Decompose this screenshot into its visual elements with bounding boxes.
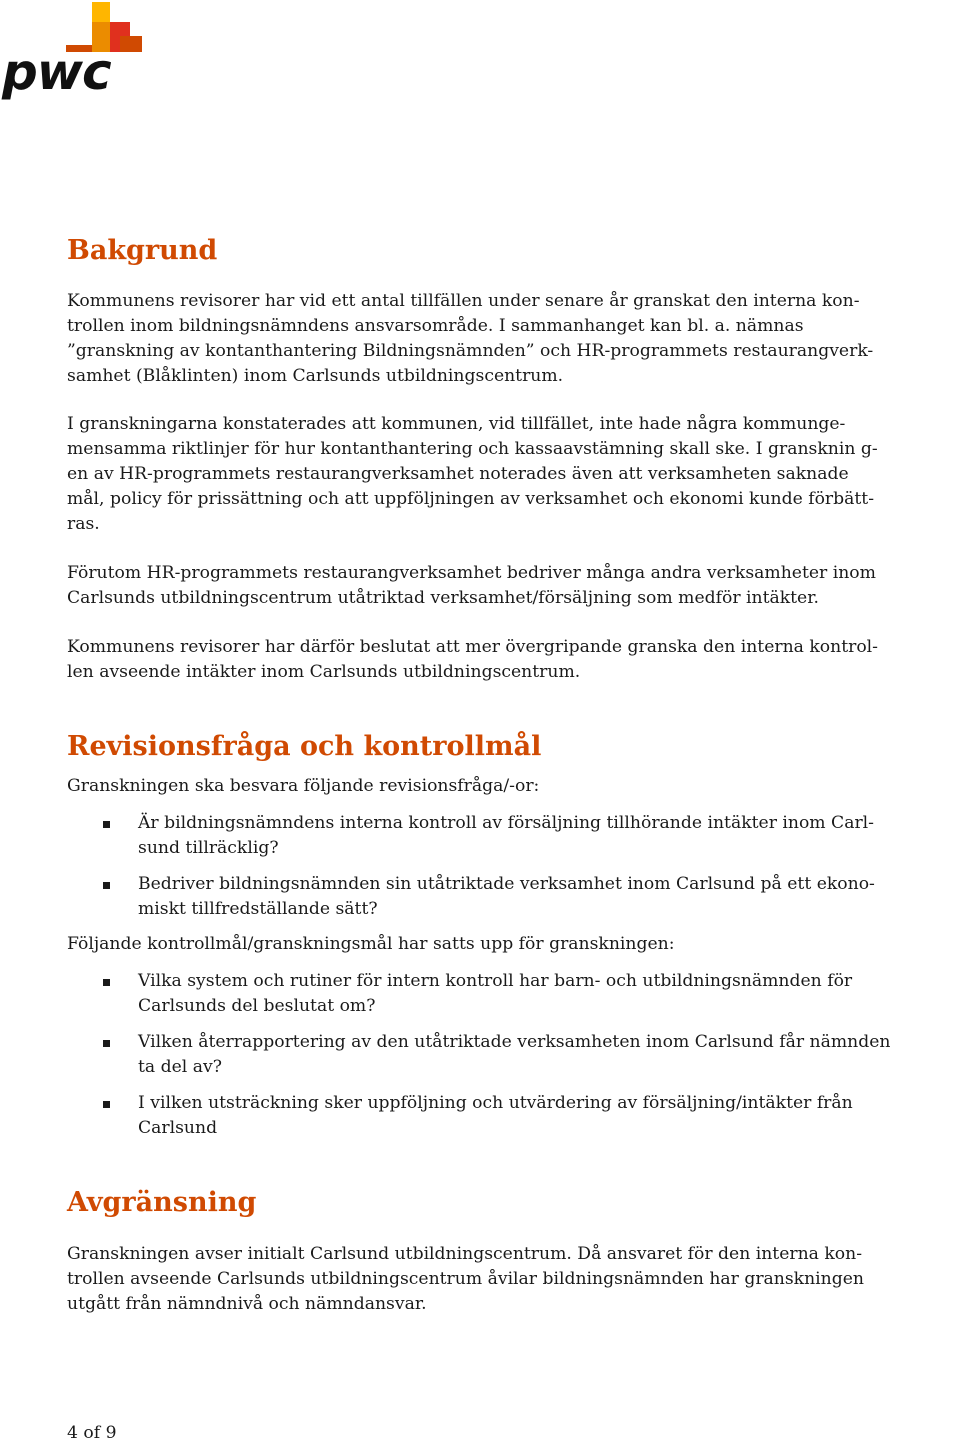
text-line: ta del av? xyxy=(138,1057,222,1077)
text-line: sund tillräcklig? xyxy=(138,838,279,858)
text-line: Granskningen ska besvara följande revisionsfråga/-or: xyxy=(67,776,540,796)
text-line: mål, policy för prissättning och att uppföljningen av verksamhet och ekonomi kunde förbätt- xyxy=(67,489,875,509)
text-line: ras. xyxy=(67,514,100,534)
square-bullet-icon xyxy=(103,821,110,828)
pwc-logo xyxy=(0,0,150,120)
text-line: miskt tillfredställande sätt? xyxy=(138,899,378,919)
bakgrund-paragraph-3 xyxy=(67,561,957,611)
text-line: I vilken utsträckning sker uppföljning och utvärdering av försäljning/intäkter från xyxy=(138,1093,853,1113)
text-line: en av HR-programmets restaurangverksamhet noterades även att verksamheten saknade xyxy=(67,464,849,484)
avgransning-paragraph xyxy=(67,1242,957,1317)
square-bullet-icon xyxy=(103,882,110,889)
list-item xyxy=(67,811,957,861)
text-line: I granskningarna konstaterades att kommunen, vid tillfället, inte hade några kommunge- xyxy=(67,414,846,434)
text-line: mensamma riktlinjer för hur kontanthantering och kassaavstämning skall ske. I gransknin g- xyxy=(67,439,878,459)
logo-wordmark: pwc xyxy=(2,43,111,101)
section-title-revision: Revisionsfråga och kontrollmål xyxy=(67,731,542,762)
bakgrund-paragraph-1 xyxy=(67,289,957,389)
revision-questions-list xyxy=(67,811,957,933)
page-number: 4 of 9 xyxy=(67,1423,117,1443)
logo-block-dark-orange xyxy=(120,36,142,52)
list-item xyxy=(67,872,957,922)
text-line: Är bildningsnämndens interna kontroll av försäljning tillhörande intäkter inom Carl- xyxy=(138,813,874,833)
text-line: Carlsund xyxy=(138,1118,218,1138)
text-line: Följande kontrollmål/granskningsmål har satts upp för granskningen: xyxy=(67,934,675,954)
text-line: Granskningen avser initialt Carlsund utbildningscentrum. Då ansvaret för den interna kon- xyxy=(67,1244,863,1264)
list-item xyxy=(67,969,957,1019)
text-line: samhet (Blåklinten) inom Carlsunds utbildningscentrum. xyxy=(67,366,564,386)
text-line: trollen avseende Carlsunds utbildningscentrum åvilar bildningsnämnden har granskningen xyxy=(67,1269,864,1289)
goals-intro xyxy=(67,932,957,957)
text-line: Kommunens revisorer har vid ett antal tillfällen under senare år granskat den interna kon- xyxy=(67,291,860,311)
list-item xyxy=(67,1030,957,1080)
text-line: Vilka system och rutiner för intern kontroll har barn- och utbildningsnämnden för xyxy=(138,971,853,991)
square-bullet-icon xyxy=(103,1040,110,1047)
bakgrund-paragraph-4 xyxy=(67,635,957,685)
section-title-avgransning: Avgränsning xyxy=(67,1187,257,1218)
text-line: Carlsunds utbildningscentrum utåtriktad verksamhet/försäljning som medför intäkter. xyxy=(67,588,820,608)
text-line: Kommunens revisorer har därför beslutat att mer övergripande granska den interna kontrol- xyxy=(67,637,878,657)
text-line: utgått från nämndnivå och nämndansvar. xyxy=(67,1294,427,1314)
text-line: trollen inom bildningsnämndens ansvarsområde. I sammanhanget kan bl. a. nämnas xyxy=(67,316,804,336)
text-line: len avseende intäkter inom Carlsunds utbildningscentrum. xyxy=(67,662,581,682)
square-bullet-icon xyxy=(103,979,110,986)
text-line: Carlsunds del beslutat om? xyxy=(138,996,376,1016)
text-line: Vilken återrapportering av den utåtriktade verksamheten inom Carlsund får nämnden xyxy=(138,1032,891,1052)
text-line: Bedriver bildningsnämnden sin utåtriktade verksamhet inom Carlsund på ett ekono- xyxy=(138,874,875,894)
goals-list xyxy=(67,969,957,1152)
text-line: ”granskning av kontanthantering Bildningsnämnden” och HR-programmets restaurangverk- xyxy=(67,341,874,361)
text-line: Förutom HR-programmets restaurangverksamhet bedriver många andra verksamheter inom xyxy=(67,563,876,583)
section-title-bakgrund: Bakgrund xyxy=(67,235,218,266)
list-item xyxy=(67,1091,957,1141)
revision-intro xyxy=(67,774,957,799)
bakgrund-paragraph-2 xyxy=(67,412,957,537)
square-bullet-icon xyxy=(103,1101,110,1108)
